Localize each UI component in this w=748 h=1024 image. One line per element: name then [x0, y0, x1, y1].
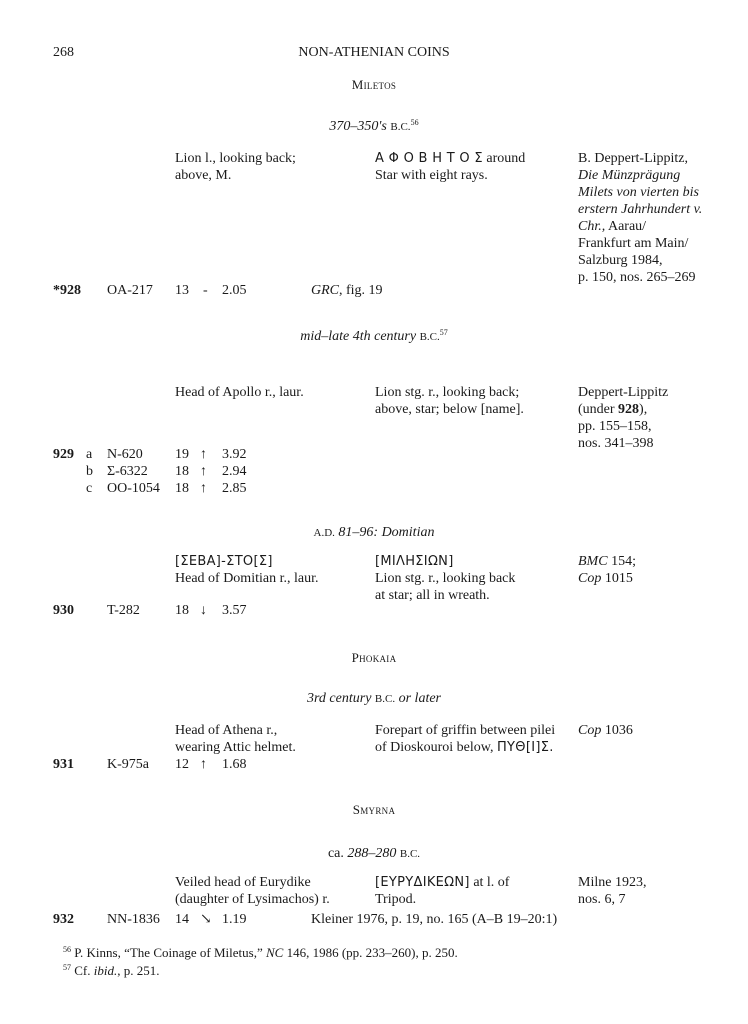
inventory-number: Σ-6322 [107, 464, 148, 479]
diameter: 18 [175, 603, 189, 618]
reference: Cop 1036 [578, 723, 633, 738]
inventory-number: T-282 [107, 603, 140, 618]
weight: 1.68 [222, 757, 247, 772]
obverse-description: Lion l., looking back; above, M. [175, 151, 296, 183]
catalog-number: 930 [53, 603, 74, 618]
reverse-description: Forepart of griffin between pilei [375, 723, 556, 738]
obverse-description: Head of Apollo r., laur. [175, 385, 304, 400]
running-title: NON-ATHENIAN COINS [298, 45, 450, 60]
weight: 2.94 [222, 464, 247, 479]
bibliography-ref: Kleiner 1976, p. 19, no. 165 (A–B 19–20:1) [311, 912, 558, 927]
reverse-description: Tripod. [375, 892, 417, 907]
diameter: 18 [175, 481, 189, 496]
page-number: 268 [53, 45, 74, 60]
footnote-ref: 57 [439, 328, 448, 337]
inventory-number: OO-1054 [107, 481, 160, 496]
weight: 1.19 [222, 912, 247, 927]
variant-letter: c [86, 481, 93, 496]
die-axis-icon: ↑ [200, 481, 207, 496]
period-heading: A.D. 81–96: Domitian [313, 525, 435, 540]
die-axis-icon: ↓ [200, 603, 207, 618]
inventory-number: NN-1836 [107, 912, 160, 927]
reference: Deppert-Lippitz (under 928), pp. 155–158, nos. 341–398 [578, 385, 669, 451]
reverse-description: Lion stg. r., looking back at star; all in wreath. [375, 571, 516, 603]
period-heading: 3rd century B.C. or later [307, 691, 441, 706]
period-heading: ca. 288–280 B.C. [327, 846, 421, 861]
obverse-description: Head of Domitian r., laur. [175, 571, 319, 586]
footnote: $^{56}$ P. Kinns, “The Coinage of Miletus,” NC 146, 1986 (pp. 233–260), p. 250. [63, 945, 458, 960]
weight: 3.57 [222, 603, 247, 618]
section-heading-phokaia: Phokaia [351, 650, 397, 665]
diameter: 19 [175, 447, 189, 462]
diameter: 18 [175, 464, 189, 479]
die-axis-icon: ↑ [200, 757, 207, 772]
catalog-number: 929 [53, 447, 74, 462]
section-heading-smyrna: Smyrna [352, 802, 396, 817]
reference: BMC 154; Cop 1015 [578, 554, 636, 586]
reverse-description: Lion stg. r., looking back; above, star; below [name]. [375, 385, 524, 417]
die-axis: - [203, 283, 208, 298]
die-axis-icon: ↑ [200, 447, 207, 462]
diameter: 12 [175, 757, 189, 772]
weight: 2.85 [222, 481, 247, 496]
diameter: 14 [175, 912, 189, 927]
bibliography-ref: GRC, fig. 19 [311, 283, 383, 298]
reverse-legend: of Dioskouroi below, ΠΥΘ[Ι]Σ. [375, 740, 554, 755]
reverse-legend: Α Φ Ο Β Η Τ Ο Σ around [375, 151, 526, 166]
reverse-legend: [ΜΙΛΗΣΙΩΝ] [375, 554, 454, 569]
obverse-description: Head of Athena r., wearing Attic helmet. [175, 723, 296, 755]
section-heading-miletos: Miletos [351, 77, 397, 92]
catalog-number: 931 [53, 757, 74, 772]
weight: 3.92 [222, 447, 247, 462]
weight: 2.05 [222, 283, 247, 298]
die-axis-icon: ↑ [200, 464, 207, 479]
catalog-number: 932 [53, 912, 74, 927]
die-axis-icon: ↘ [200, 912, 212, 927]
inventory-number: OA-217 [107, 283, 153, 298]
inventory-number: N-620 [107, 447, 143, 462]
diameter: 13 [175, 283, 189, 298]
reference: B. Deppert-Lippitz, Die Münzprägung Milets von vierten bis erstern Jahrhundert v. Chr., Aarau/ Frankfurt am Main/ Salzburg 1984, p. 150, nos. 265–269 [578, 151, 703, 285]
variant-letter: b [86, 464, 93, 479]
reverse-legend: [ΕΥΡΥΔΙΚΕΩΝ] at l. of [375, 875, 510, 890]
variant-letter: a [86, 447, 93, 462]
period-heading: 370–350's B.C.$^{56}$ [329, 118, 419, 134]
reverse-description: Star with eight rays. [375, 168, 488, 183]
inventory-number: K-975a [107, 757, 149, 772]
obverse-description: Veiled head of Eurydike (daughter of Lysimachos) r. [175, 875, 330, 907]
obverse-legend: [ΣΕΒΑ]-ΣΤΟ[Σ] [175, 554, 273, 569]
footnote: $^{57}$ Cf. ibid., p. 251. [63, 963, 160, 978]
reference: Milne 1923, nos. 6, 7 [578, 875, 647, 907]
period-heading: mid–late 4th century B.C.$^{57}$ [300, 328, 448, 344]
catalog-number: *928 [53, 283, 81, 298]
footnote-ref: 56 [410, 118, 419, 127]
